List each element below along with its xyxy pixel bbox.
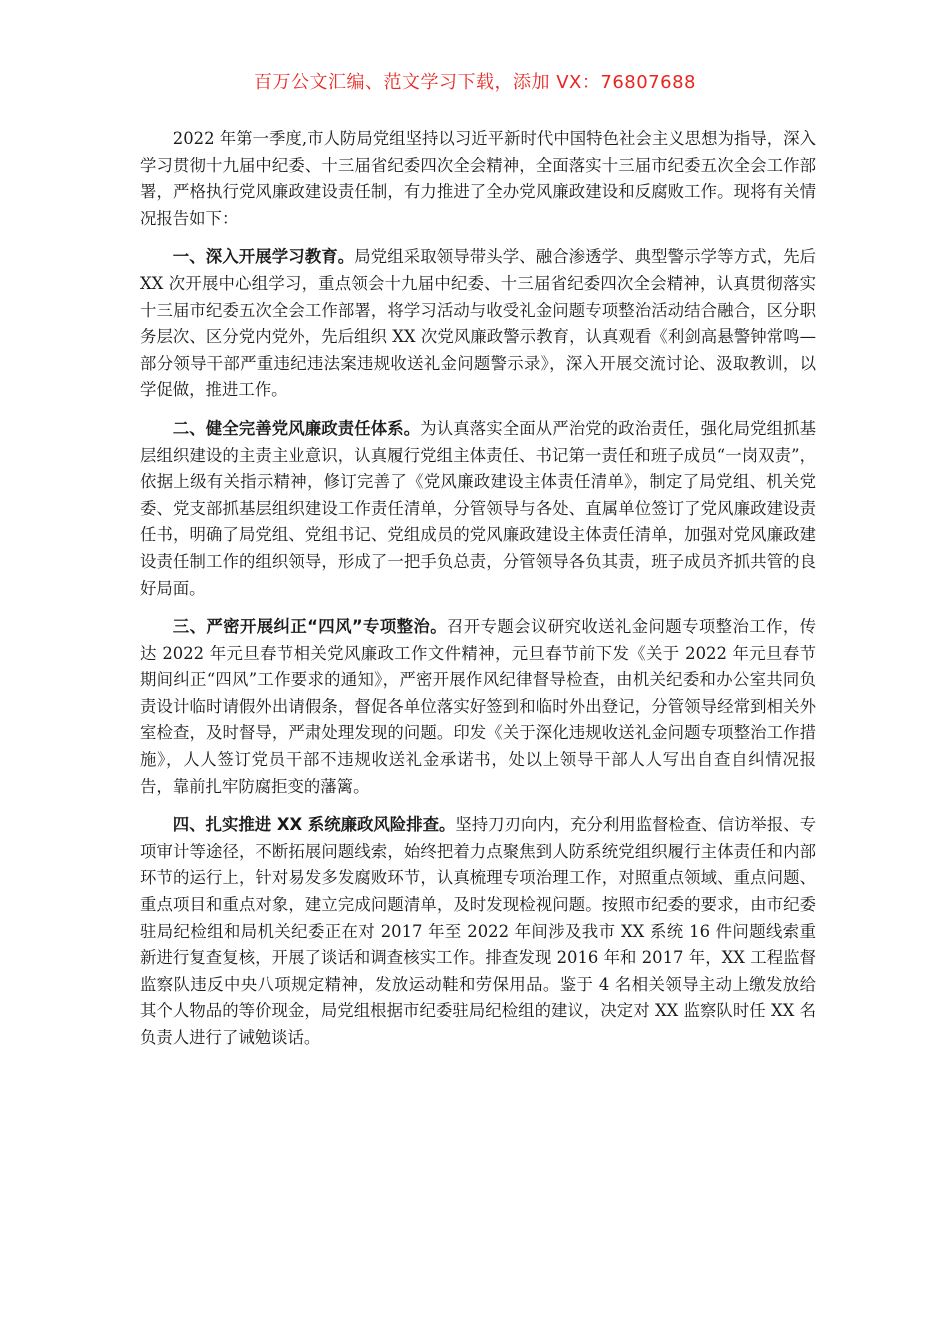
section-paragraph-3 [140, 614, 816, 800]
section-body-2: 为认真落实全面从严治党的政治责任，强化局党组抓基层组织建设的主责主业意识，认真履行党组主体责任、书记第一责任和班子成员“一岗双责”，依据上级有关指示精神，修订完善了《党风廉政建设主体责任清单》，制定了局党组、机关党委、党支部抓基层组织建设工作责任清单，分管领导与各处、直属单位签订了党风廉政建设责任书，明确了局党组、党组书记、党组成员的党风廉政建设主体责任清单，加强对党风廉政建设责任制工作的组织领导，形成了一把手负总责，分管领导各负其责，班子成员齐抓共管的良好局面。 [140, 418, 817, 598]
section-heading-3: 三、严密开展纠正“四风”专项整治。 [172, 617, 448, 637]
intro-paragraph: 2022 年第一季度,市人防局党组坚持以习近平新时代中国特色社会主义思想为指导，深入学习贯彻十九届中纪委、十三届省纪委四次全会精神，全面落实十三届市纪委五次全会工作部署，严格执行党风廉政建设责任制，有力推进了全办党风廉政建设和反腐败工作。现将有关情况报告如下： [140, 129, 816, 228]
section-body-4: 坚持刀刃向内，充分利用监督检查、信访举报、专项审计等途径，不断拓展问题线索，始终把着力点聚焦到人防系统党组织履行主体责任和内部环节的运行上，针对易发多发腐败环节，认真梳理专项治理工作，对照重点领域、重点问题、重点项目和重点对象，建立完成问题清单，及时发现检视问题。按照市纪委的要求，由市纪委驻局纪检组和局机关纪委正在对 2017 年至 2022 年间涉及我市 XX 系统 16 件问题线索重新进行复查复核，开展了谈话和调查核实工作。排查发现 2016 年和 2017 年，XX 工程监督监察队违反中央八项规定精神，发放运动鞋和劳保用品。鉴于 4 名相关领导主动上缴发放给其个人物品的等价现金，局党组根据市纪委驻局纪检组的建议，决定对 XX 监察队时任 XX 名负责人进行了诫勉谈话。 [140, 815, 817, 1047]
section-heading-4: 四、扎实推进 XX 系统廉政风险排查。 [172, 815, 456, 835]
section-body-1: 局党组采取领导带头学、融合渗透学、典型警示学等方式，先后 XX 次开展中心组学习，重点领会十九届中纪委、十三届省纪委四次全会精神，认真贯彻落实十三届市纪委五次全会工作部署，将学习活动与收受礼金问题专项整治活动结合融合，区分职务层次、区分党内党外，先后组织 XX 次党风廉政警示教育，认真观看《利剑高悬警钟常鸣—部分领导干部严重违纪违法案违规收送礼金问题警示录》，深入开展交流讨论、汲取教训，以学促做，推进工作。 [140, 247, 817, 400]
section-heading-1: 一、深入开展学习教育。 [172, 247, 355, 267]
promo-banner: 百万公文汇编、范文学习下载，添加 VX：76807688 [254, 72, 696, 93]
section-heading-2: 二、健全完善党风廉政责任体系。 [172, 418, 421, 438]
section-paragraph-2 [140, 416, 816, 602]
section-paragraph-1 [140, 244, 816, 404]
section-body-3: 召开专题会议研究收送礼金问题专项整治工作，传达 2022 年元旦春节相关党风廉政工作文件精神，元旦春节前下发《关于 2022 年元旦春节期间纠正“四风”工作要求的通知》，严密开展作风纪律督导检查，由机关纪委和办公室共同负责设计临时请假外出请假条，督促各单位落实好签到和临时外出登记，分管领导经常到相关外室检查，及时督导，严肃处理发现的问题。印发《关于深化违规收送礼金问题专项整治工作措施》，人人签订党员干部不违规收送礼金承诺书，处以上领导干部人人写出自查自纠情况报告，靠前扎牢防腐拒变的藩篱。 [140, 617, 817, 796]
document-body [140, 126, 816, 1064]
section-paragraph-4 [140, 812, 816, 1051]
